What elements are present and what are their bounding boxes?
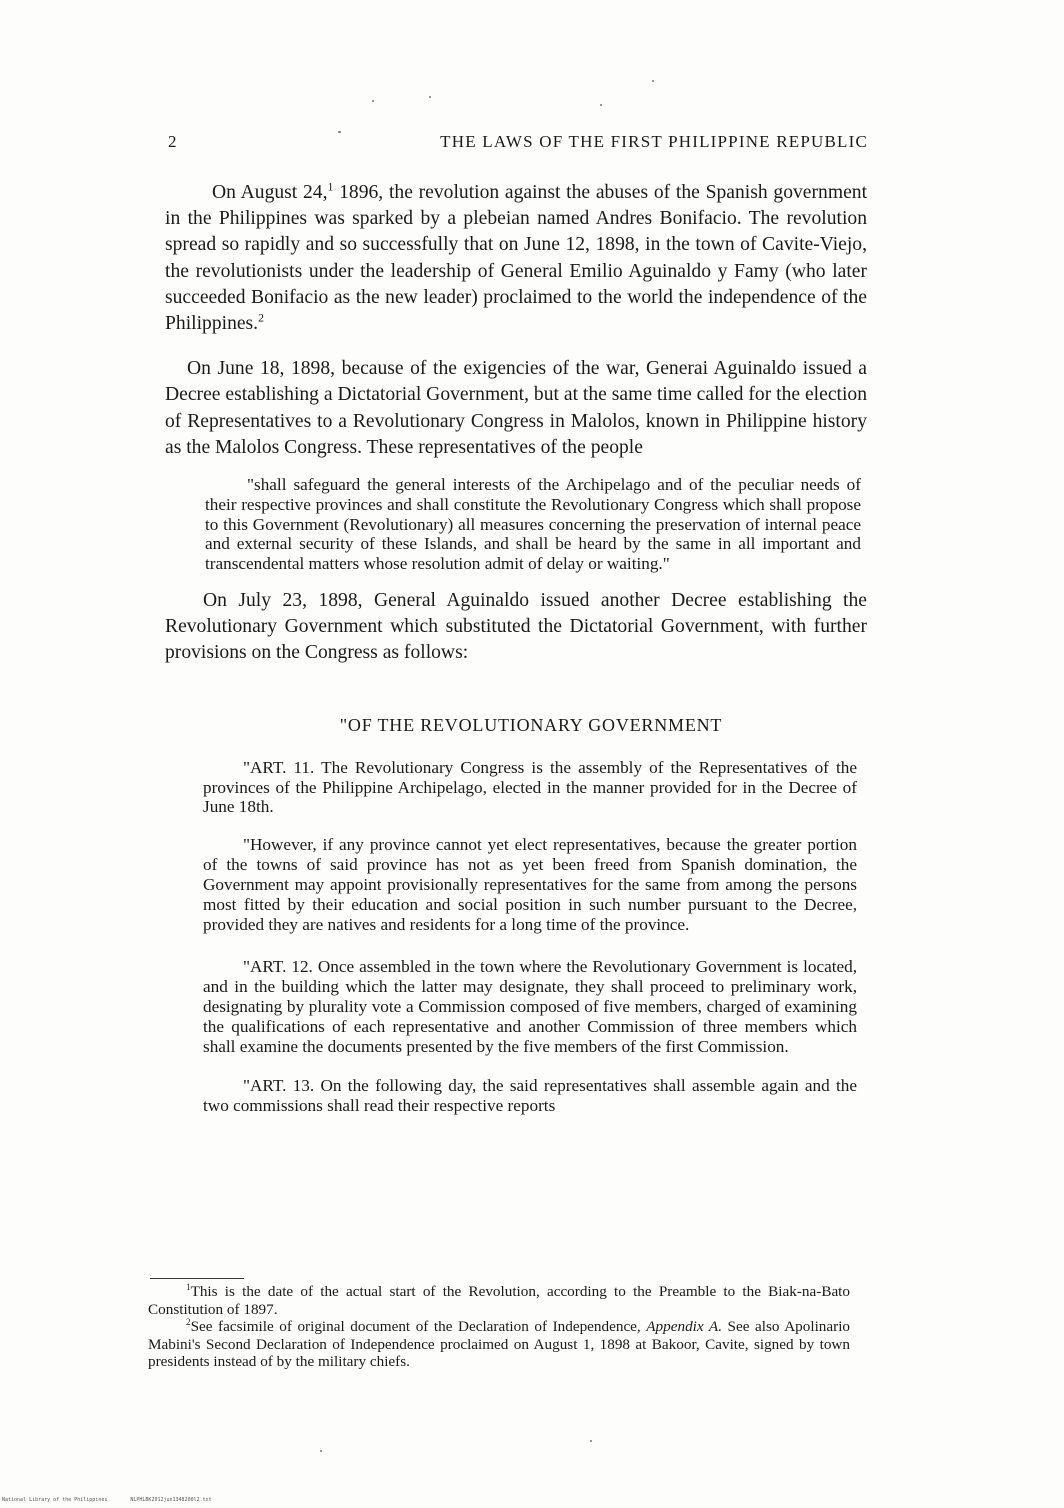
- footnote-ref: 2: [258, 311, 264, 325]
- scan-speck: [600, 104, 602, 106]
- page-number: 2: [168, 132, 177, 151]
- block-quote: "shall safeguard the general interests of the Archipelago and of the peculiar needs of their respective provinces and shall constitute the Revolutionary Congress which shall propose to this Government (Revolutionary) all measures concerning the preservation of internal peace and external security of these Islands, and shall be heard by the same in all important and transcendental matters whose resolution admit of delay or waiting.": [205, 475, 861, 574]
- footnote-divider: [150, 1278, 244, 1279]
- paragraph-dictatorial-decree: On June 18, 1898, because of the exigencies of the war, Generai Aguinaldo issued a Decree establishing a Dictatorial Government, but at the same time called for the election of Representatives to a Revolutionary Congress in Malolos, known in Philippine history as the Malolos Congress. These representatives of the people: [165, 358, 867, 458]
- paragraph-revolutionary-decree: On July 23, 1898, General Aguinaldo issued another Decree establishing the Revolutionary Government which substituted the Dictatorial Government, with further provisions on the Congress as follows:: [165, 590, 867, 664]
- footnote-1: [148, 1283, 850, 1318]
- footnote-marker: 1: [186, 1281, 191, 1292]
- section-heading: "OF THE REVOLUTIONARY GOVERNMENT: [339, 714, 723, 735]
- scan-speck: [372, 100, 374, 102]
- footnote-text: See also Apolinario Mabini's Second Declaration of Independence proclaimed on August 1, 1898 at Bakoor, Cavite, signed by town presidents instead of by the military chiefs.: [148, 1318, 851, 1371]
- paragraph-intro: [165, 180, 867, 337]
- scan-speck: [429, 96, 431, 98]
- library-credit: National Library of the Philippines: [2, 1497, 108, 1503]
- footnotes: [148, 1283, 850, 1371]
- running-head: THE LAWS OF THE FIRST PHILIPPINE REPUBLIC: [440, 132, 868, 151]
- footnote-ref: 1: [327, 180, 334, 194]
- article-11-however: "However, if any province cannot yet elect representatives, because the greater portion of the towns of said province has not as yet been freed from Spanish domination, the Government may appoint provisionally representatives for the same from among the persons most fitted by their education and social position in such number pursuant to the Decree, provided they are natives and residents for a long time of the province.: [203, 835, 857, 934]
- footnote-text: See facsimile of original document of the Declaration of Independence,: [190, 1318, 647, 1336]
- article-11: "ART. 11. The Revolutionary Congress is the assembly of the Representatives of the provinces of the Philippine Archipelago, elected in the manner provided for in the Decree of June 18th.: [203, 757, 857, 817]
- paragraph-text: On August 24,: [212, 182, 328, 203]
- scan-footer: [2, 1497, 232, 1503]
- footnote-italic-ref: Appendix A.: [646, 1318, 722, 1336]
- paragraph-text: 1896, the revolution against the abuses of the Spanish government in the Philippines was sparked by a plebeian named Andres Bonifacio. The revolution spread so rapidly and so successfully that on June 12, 1898, in the town of Cavite-Viejo, the revolutionists under the leadership of General Emilio Aguinaldo y Famy (who later succeeded Bonifacio as the new leader) proclaimed to the world the independence of the Philippines.: [165, 182, 868, 335]
- article-13: "ART. 13. On the following day, the said representatives shall assemble again and the two commissions shall read their respective reports: [203, 1076, 857, 1116]
- file-code: NLPHLBK2012jun1348200l2.txt: [130, 1497, 212, 1503]
- footnote-text: This is the date of the actual start of the Revolution, according to the Preamble to the Biak-na-Bato Constitution of 1897.: [148, 1283, 850, 1318]
- scan-speck: [320, 1450, 322, 1452]
- page-header: [168, 132, 868, 160]
- body-text: [165, 180, 867, 1116]
- footnote-2: [148, 1318, 850, 1371]
- article-12: "ART. 12. Once assembled in the town where the Revolutionary Government is located, and in the building which the latter may designate, they shall proceed to preliminary work, designating by plurality vote a Commission composed of five members, charged of examining the qualifications of each representative and another Commission of three members which shall examine the documents presented by the five members of the first Commission.: [203, 956, 857, 1056]
- scan-speck: [652, 80, 654, 82]
- scan-speck: [590, 1440, 592, 1442]
- footnote-marker: 2: [186, 1317, 191, 1328]
